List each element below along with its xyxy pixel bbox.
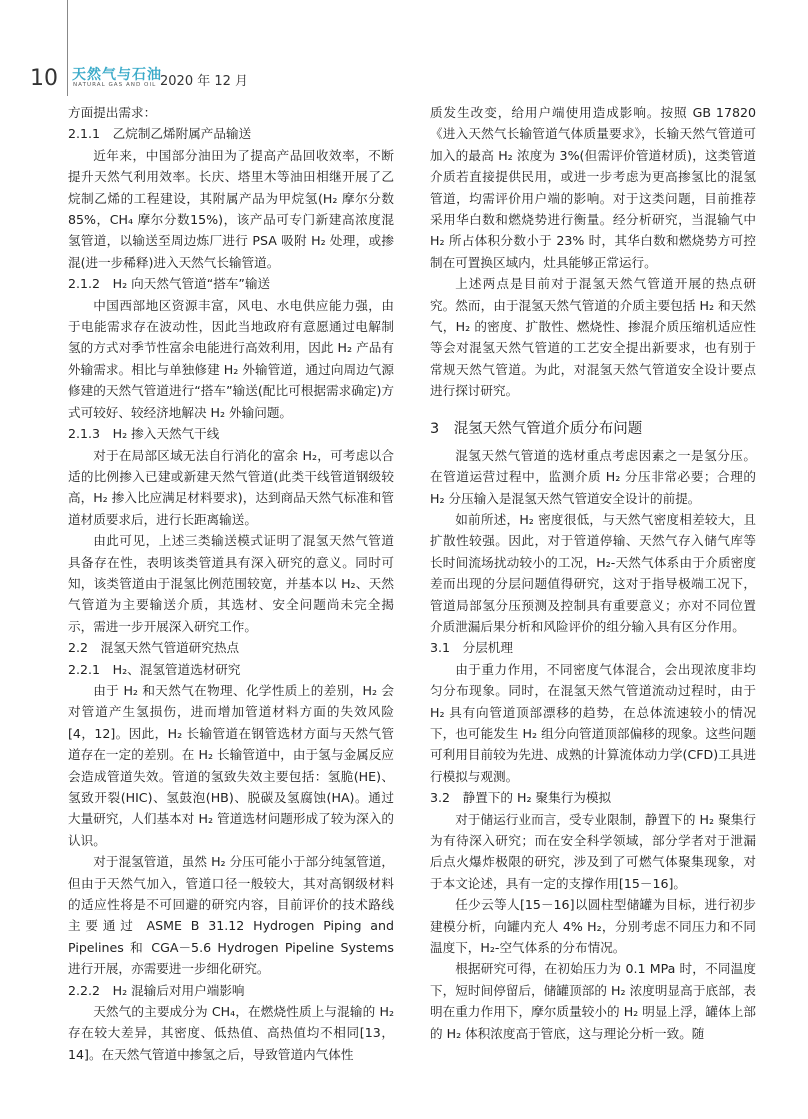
paragraph: 对于在局部区域无法自行消化的富余 H₂，可考虑以合适的比例掺入已建或新建天然气管道(此类干线管道钢级较高，H₂ 掺入比应满足材料要求)，达到商品天然气标准和管道材质要求后，进行长距离输送。 <box>68 447 394 527</box>
paragraph: 由于重力作用，不同密度气体混合，会出现浓度非均匀分布现象。同时，在混氢天然气管道流动过程时，由于 H₂ 具有向管道顶部漂移的趋势，在总体流速较小的情况下，也可能发生 H₂ 组分向管道顶部偏移的现象。这些问题可利用目前较为先进、成熟的计算流体动力学(CFD)工具进行模拟与观测。 <box>430 661 756 784</box>
section-heading-2-1-1: 2.1.1 乙烷制乙烯附属产品输送 <box>68 126 252 142</box>
page-number: 10 <box>30 66 58 91</box>
section-heading-2-1-3: 2.1.3 H₂ 掺入天然气干线 <box>68 426 220 442</box>
paragraph: 上述两点是目前对于混氢天然气管道开展的热点研究。然而，由于混氢天然气管道的介质主要包括 H₂ 和天然气，H₂ 的密度、扩散性、燃烧性、掺混介质压缩机适应性等会对混氢天然气管道的工艺安全提出新要求，也有别于常规天然气管道。为此，对混氢天然气管道安全设计要点进行探讨研究。 <box>430 276 756 399</box>
paragraph: 根据研究可得，在初始压力为 0.1 MPa 时，不同温度下，短时间停留后，储罐顶部的 H₂ 浓度明显高于底部，表明在重力作用下，摩尔质量较小的 H₂ 明显上浮，罐体上部的 H₂ 体积浓度高于管底，这与理论分析一致。随 <box>430 961 756 1041</box>
page-header <box>0 0 808 100</box>
paragraph: 方面提出需求： <box>68 105 157 120</box>
left-column <box>68 102 394 1065</box>
paragraph: 对于混氢管道，虽然 H₂ 分压可能小于部分纯氢管道，但由于天然气加入，管道口径一般较大，其对高钢级材料的适应性将是不可回避的研究内容，目前评价的技术路线主要通过 ASME B 31.12 Hydrogen Piping and Pipelines 和 CGA－5.6 Hydrogen Pipeline Systems 进行开展，亦需要进一步细化研究。 <box>68 854 394 977</box>
paragraph: 对于储运行业而言，受专业限制，静置下的 H₂ 聚集行为有待深入研究；而在安全科学领域，部分学者对于泄漏后点火爆炸极限的研究，涉及到了可燃气体聚集现象，对于本文论述，具有一定的支撑作用[15－16]。 <box>430 811 756 891</box>
paragraph: 近年来，中国部分油田为了提高产品回收效率，不断提升天然气利用效率。长庆、塔里木等油田相继开展了乙烷制乙烯的工程建设，其附属产品为甲烷氢(H₂ 摩尔分数85%，CH₄ 摩尔分数15%)，该产品可专门新建高浓度混氢管道，以输送至周边炼厂进行 PSA 吸附 H₂ 处理，或掺混(进一步稀释)进入天然气长输管道。 <box>68 147 394 270</box>
paragraph: 混氢天然气管道的选材重点考虑因素之一是氢分压。在管道运营过程中，监测介质 H₂ 分压非常必要；合理的 H₂ 分压输入是混氢天然气管道安全设计的前提。 <box>430 447 756 506</box>
paragraph: 由于 H₂ 和天然气在物理、化学性质上的差别，H₂ 会对管道产生氢损伤，进而增加管道材料方面的失效风险[4，12]。因此，H₂ 长输管道在钢管选材方面与天然气管道存在一定的差别。在 H₂ 长输管道中，由于氢与金属反应会造成管道失效。管道的氢致失效主要包括：氢脆(HE)、氢致开裂(HIC)、氢鼓泡(HB)、脱碳及氢腐蚀(HA)。通过大量研究，人们基本对 H₂ 管道选材问题形成了较为深入的认识。 <box>68 682 394 848</box>
issue-date: 2020 年 12 月 <box>160 74 249 89</box>
paragraph: 质发生改变，给用户端使用造成影响。按照 GB 17820《进入天然气长输管道气体质量要求》，长输天然气管道可加入的最高 H₂ 浓度为 3%(但需评价管道材质)，这类管道介质若直接提供民用，或进一步考虑为更高掺氢比的混氢管道，均需评价用户端的影响。对于这类问题，目前推荐采用华白数和燃烧势进行衡量。经分析研究，当混输气中 H₂ 所占体积分数小于 23% 时，其华白数和燃烧势方可控制在可置换区域内，灶具能够正常运行。 <box>430 105 756 270</box>
paragraph: 中国西部地区资源丰富，风电、水电供应能力强，由于电能需求存在波动性，因此当地政府有意愿通过电解制氢的方式对季节性富余电能进行高效利用，因此 H₂ 产品有外输需求。相比与单独修建 H₂ 外输管道，通过向周边气源修建的天然气管道进行“搭车”输送(配比可根据需求确定)方式可较好、较经济地解决 H₂ 外输问题。 <box>68 297 394 420</box>
section-heading-2-2-2: 2.2.2 H₂ 混输后对用户端影响 <box>68 982 245 998</box>
right-column <box>430 102 756 1044</box>
paragraph: 如前所述，H₂ 密度很低，与天然气密度相差较大，且扩散性较强。因此，对于管道停输、天然气存入储气库等长时间流场扰动较小的工况，H₂-天然气体系由于介质密度差而出现的分层问题值得研究，这对于指导极端工况下，管道局部氢分压预测及控制具有重要意义；亦对不同位置介质泄漏后果分析和风险评价的组分输入具有区分作用。 <box>430 511 756 634</box>
section-heading-2-1-2: 2.1.2 H₂ 向天然气管道“搭车”输送 <box>68 276 271 292</box>
section-heading-2-2-1: 2.2.1 H₂、混氢管道选材研究 <box>68 661 241 677</box>
paragraph: 任少云等人[15－16]以圆柱型储罐为目标，进行初步建模分析，向罐内充人 4% H₂，分别考虑不同压力和不同温度下，H₂-空气体系的分布情况。 <box>430 897 756 956</box>
section-heading-3: 3 混氢天然气管道介质分布问题 <box>430 420 643 437</box>
section-heading-2-2: 2.2 混氢天然气管道研究热点 <box>68 640 240 656</box>
header-divider <box>67 0 68 96</box>
section-heading-3-1: 3.1 分层机理 <box>430 640 513 656</box>
section-heading-3-2: 3.2 静置下的 H₂ 聚集行为模拟 <box>430 790 612 806</box>
journal-logo-english: NATURAL GAS AND OIL <box>73 82 157 88</box>
paragraph: 由此可见，上述三类输送模式证明了混氢天然气管道具备存在性，表明该类管道具有深入研究的意义。同时可知，该类管道由于混氢比例范围较宽，并基本以 H₂、天然气管道为主要输送介质，其选材、安全问题尚未完全揭示，需进一步开展深入研究工作。 <box>68 533 394 634</box>
paragraph: 天然气的主要成分为 CH₄，在燃烧性质上与混输的 H₂ 存在较大差异，其密度、低热值、高热值均不相同[13，14]。在天然气管道中掺氢之后，导致管道内气体性 <box>68 1004 394 1062</box>
journal-logo: 天然气与石油 <box>72 67 162 83</box>
